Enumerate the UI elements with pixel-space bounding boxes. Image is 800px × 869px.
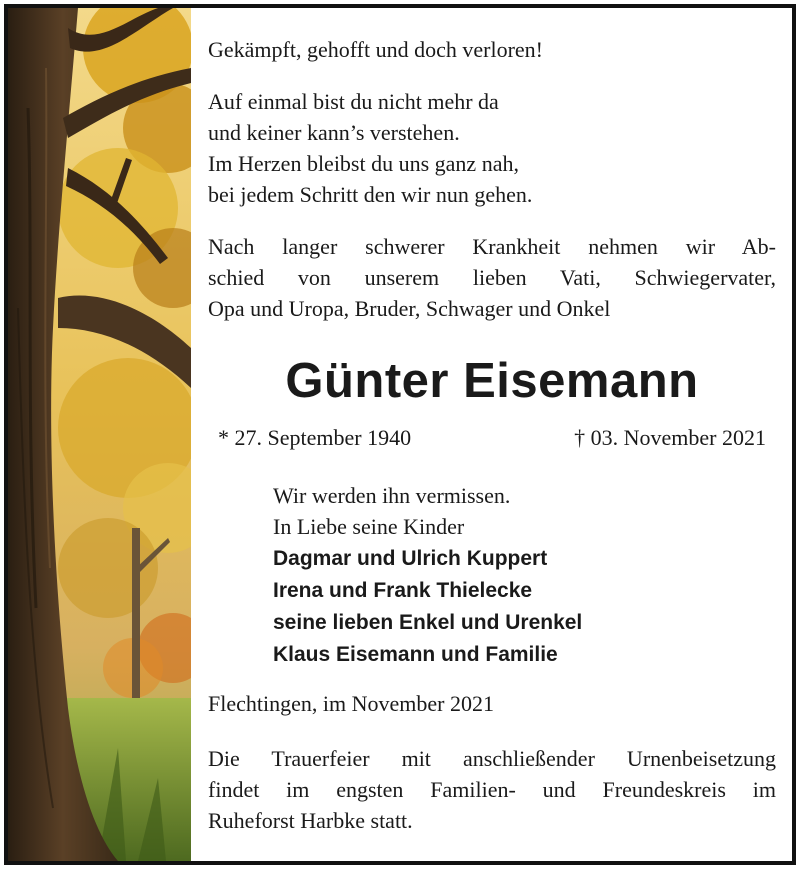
- obituary-notice: [4, 4, 796, 865]
- funeral-line: findet im engsten Familien- und Freundeskreis im: [208, 777, 776, 802]
- death-date: † 03. November 2021: [574, 425, 766, 450]
- verse-line: bei jedem Schritt den wir nun gehen.: [208, 182, 533, 207]
- mourner-name: Irena und Frank Thielecke: [273, 579, 533, 602]
- verse-line: Auf einmal bist du nicht mehr da: [208, 89, 499, 114]
- place-date: Flechtingen, im November 2021: [208, 691, 494, 716]
- deceased-name: Günter Eisemann: [285, 354, 699, 408]
- verse-line: und keiner kann’s verstehen.: [208, 120, 460, 145]
- autumn-tree-photo: [8, 8, 191, 861]
- funeral-line: Die Trauerfeier mit anschließender Urnenbeisetzung: [208, 746, 776, 771]
- mourner-name: Klaus Eisemann und Familie: [273, 643, 558, 666]
- mourner-name: seine lieben Enkel und Urenkel: [273, 611, 583, 634]
- verse-line: Im Herzen bleibst du uns ganz nah,: [208, 151, 519, 176]
- life-dates: [218, 422, 766, 453]
- verse-opening: Gekämpft, gehofft und doch verloren!: [208, 37, 543, 62]
- announcement-line: Opa und Uropa, Bruder, Schwager und Onkel: [208, 296, 611, 321]
- mourner-name: Dagmar und Ulrich Kuppert: [273, 547, 548, 570]
- mourners-intro: Wir werden ihn vermissen.: [273, 483, 511, 508]
- announcement-line: schied von unserem lieben Vati, Schwiegervater,: [208, 265, 776, 290]
- announcement-line: Nach langer schwerer Krankheit nehmen wir Ab-: [208, 234, 776, 259]
- mourners-intro: In Liebe seine Kinder: [273, 514, 465, 539]
- funeral-line: Ruheforst Harbke statt.: [208, 808, 413, 833]
- birth-date: * 27. September 1940: [218, 425, 412, 450]
